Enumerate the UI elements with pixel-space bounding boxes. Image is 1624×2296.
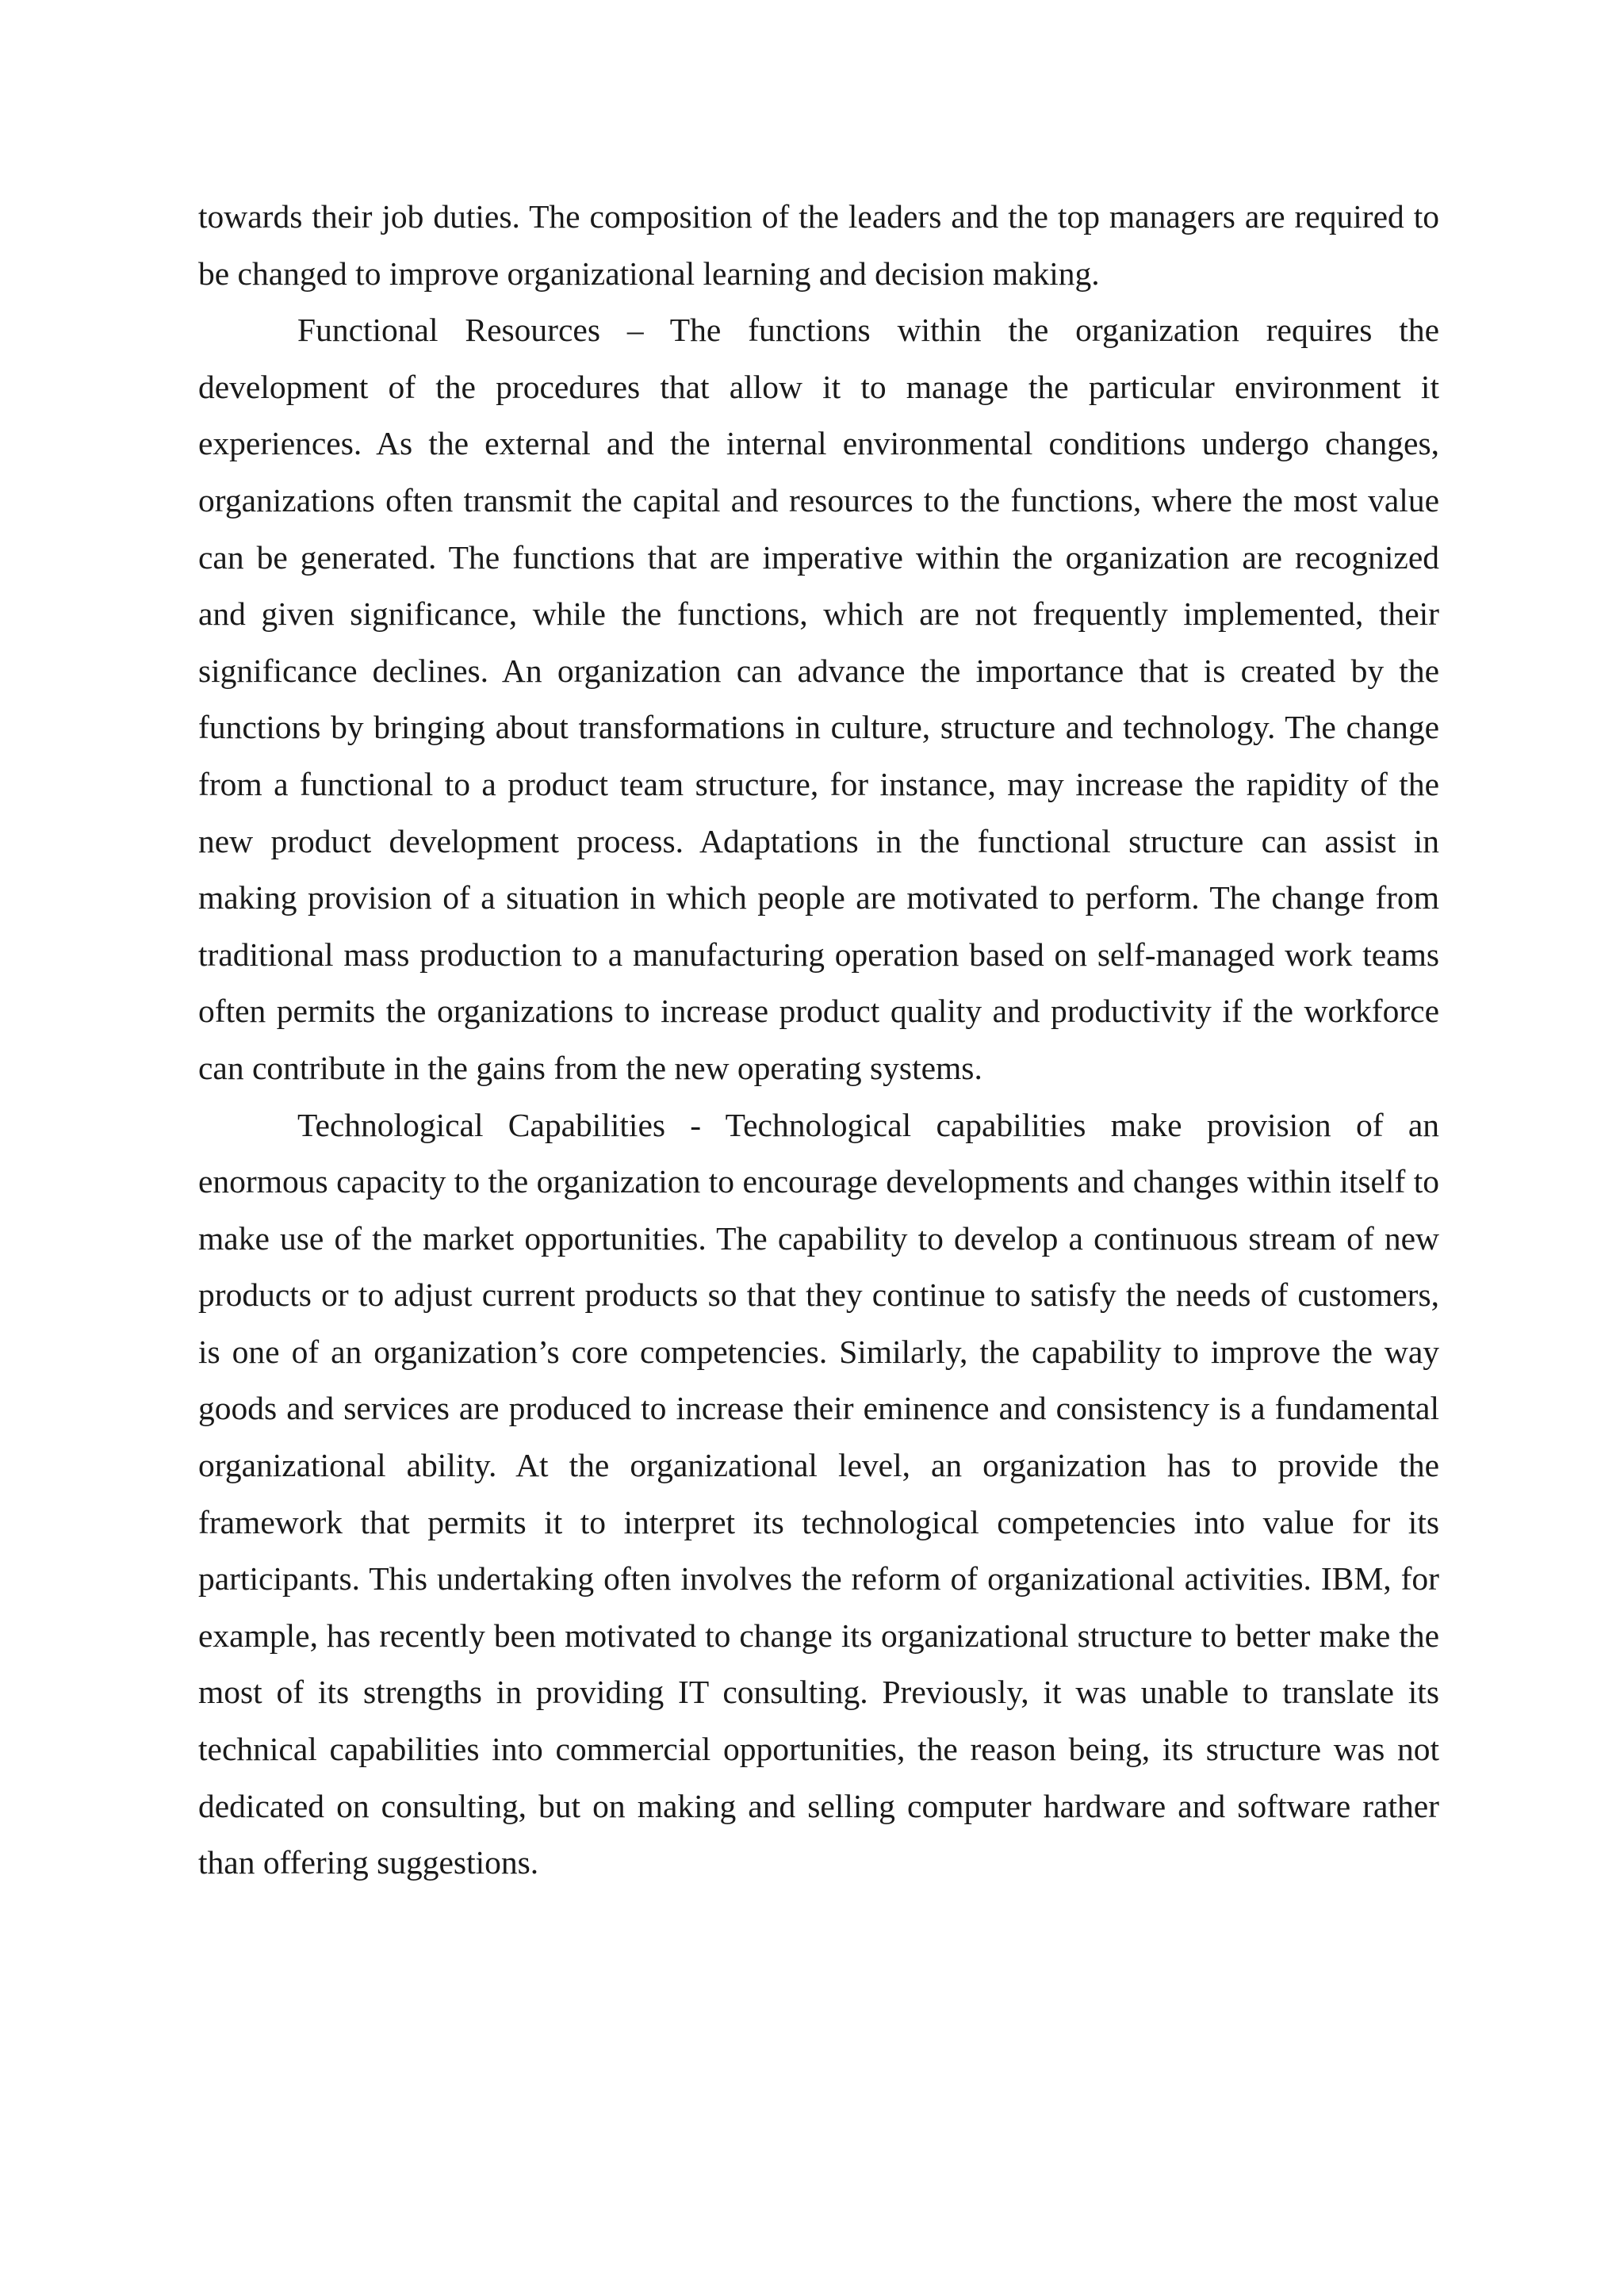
paragraph-continuation: towards their job duties. The composition of the leaders and the top managers are required to be changed to improve organizational learning and decision making. (198, 198, 1439, 292)
paragraph-technological-capabilities: Technological Capabilities - Technological capabilities make provision of an enormous capacity to the organization to encourage developments and changes within itself to make use of the market opportunities. The capability to develop a continuous stream of new products or to adjust current products so that they continue to satisfy the needs of customers, is one of an organization’s core competencies. Similarly, the capability to improve the way goods and services are produced to increase their eminence and consistency is a fundamental organizational ability. At the organizational level, an organization has to provide the framework that permits it to interpret its technological competencies into value for its participants. This undertaking often involves the reform of organizational activities. IBM, for example, has recently been motivated to change its organizational structure to better make the most of its strengths in providing IT consulting. Previously, it was unable to translate its technical capabilities into commercial opportunities, the reason being, its structure was not dedicated on consulting, but on making and selling computer hardware and software rather than offering suggestions. (198, 1106, 1439, 1881)
paragraph-functional-resources: Functional Resources – The functions within the organization requires the development of the procedures that allow it to manage the particular environment it experiences. As the external and the internal environmental conditions undergo changes, organizations often transmit the capital and resources to the functions, where the most value can be generated. The functions that are imperative within the organization are recognized and given significance, while the functions, which are not frequently implemented, their significance declines. An organization can advance the importance that is created by the functions by bringing about transformations in culture, structure and technology. The change from a functional to a product team structure, for instance, may increase the rapidity of the new product development process. Adaptations in the functional structure can assist in making provision of a situation in which people are motivated to perform. The change from traditional mass production to a manufacturing operation based on self-managed work teams often permits the organizations to increase product quality and productivity if the workforce can contribute in the gains from the new operating systems. (198, 312, 1439, 1086)
body-text (198, 189, 1439, 1892)
